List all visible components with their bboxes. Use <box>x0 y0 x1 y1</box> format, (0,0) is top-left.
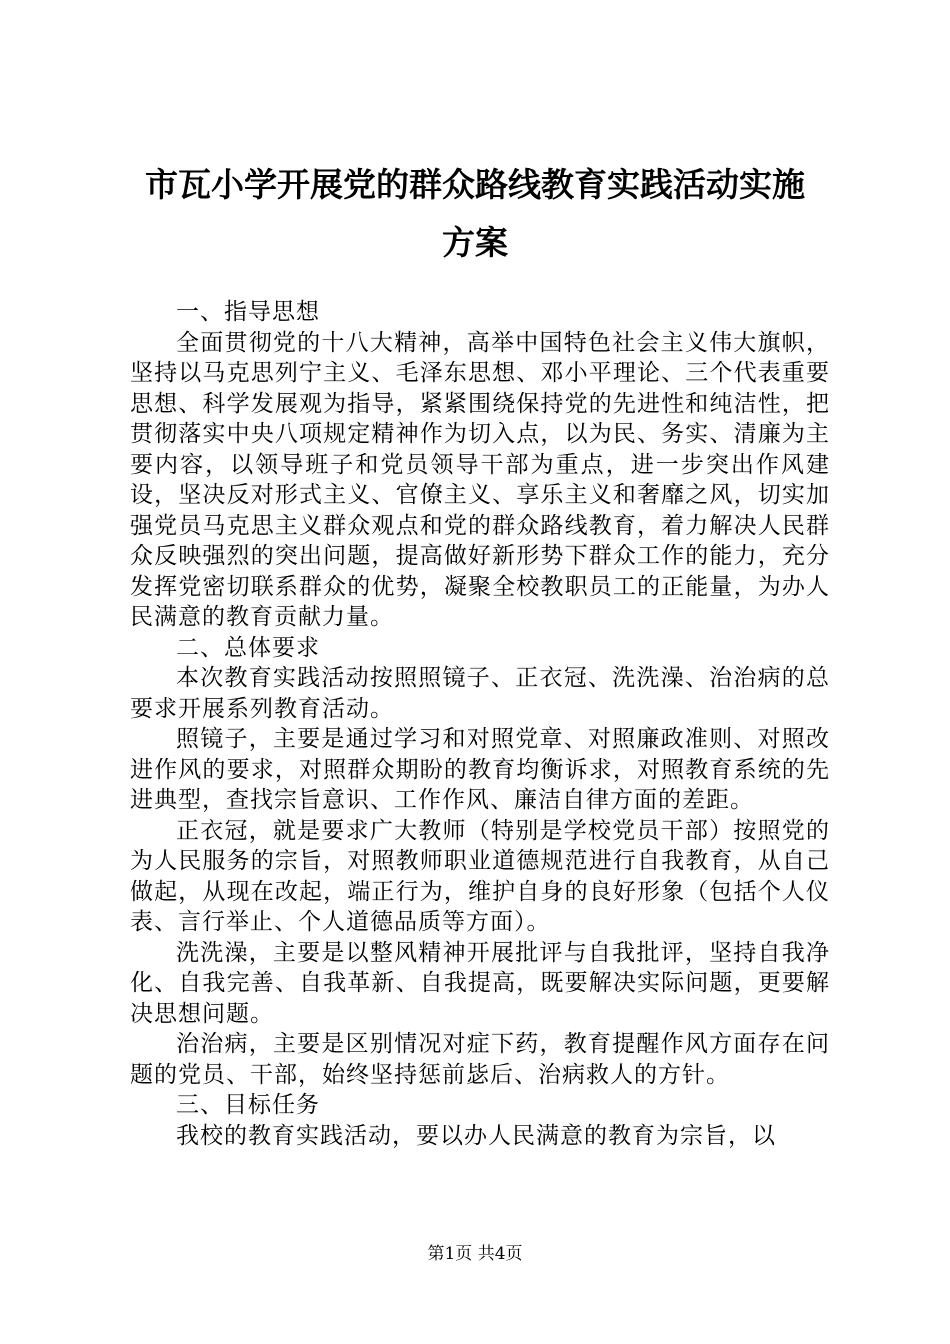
document-title-line-1: 市瓦小学开展党的群众路线教育实践活动实施 <box>145 165 805 204</box>
paragraph-straighten-clothes: 正衣冠，就是要求广大教师（特别是学校党员干部）按照党的为人民服务的宗旨，对照教师职业道德规范进行自我教育，从自己做起，从现在改起，端正行为，维护自身的良好形象（包括个人仪表、言行举止、个人道德品质等方面）。 <box>130 817 830 935</box>
document-body <box>130 297 830 1151</box>
section-heading-guiding-thought: 一、指导思想 <box>176 299 320 325</box>
section-heading-overall-requirements: 二、总体要求 <box>176 634 320 661</box>
paragraph-look-in-mirror: 照镜子，主要是通过学习和对照党章、对照廉政准则、对照改进作风的要求，对照群众期盼的教育均衡诉求，对照教育系统的先进典型，查找宗旨意识、工作作风、廉洁自律方面的差距。 <box>130 726 830 813</box>
paragraph-overall-requirements: 本次教育实践活动按照照镜子、正衣冠、洗洗澡、治治病的总要求开展系列教育活动。 <box>130 665 830 722</box>
paragraph-goals-tasks: 我校的教育实践活动，要以办人民满意的教育为宗旨，以 <box>176 1122 776 1149</box>
paragraph-guiding-thought: 全面贯彻党的十八大精神，高举中国特色社会主义伟大旗帜，坚持以马克思列宁主义、毛泽东思想、邓小平理论、三个代表重要思想、科学发展观为指导，紧紧围绕保持党的先进性和纯洁性，把贯彻落实中央八项规定精神作为切入点，以为民、务实、清廉为主要内容，以领导班子和党员领导干部为重点，进一步突出作风建设，坚决反对形式主义、官僚主义、享乐主义和奢靡之风，切实加强党员马克思主义群众观点和党的群众路线教育，着力解决人民群众反映强烈的突出问题，提高做好新形势下群众工作的能力，充分发挥党密切联系群众的优势，凝聚全校教职员工的正能量，为办人民满意的教育贡献力量。 <box>130 329 830 630</box>
section-heading-goals-tasks: 三、目标任务 <box>176 1092 320 1118</box>
paragraph-take-bath: 洗洗澡，主要是以整风精神开展批评与自我批评，坚持自我净化、自我完善、自我革新、自我提高，既要解决实际问题，更要解决思想问题。 <box>130 939 830 1027</box>
paragraph-treat-illness: 治治病，主要是区别情况对症下药，教育提醒作风方面存在问题的党员、干部，始终坚持惩前毖后、治病救人的方针。 <box>130 1031 830 1088</box>
page-number-footer: 第1页 共4页 <box>427 1244 523 1264</box>
document-title-line-2: 方案 <box>442 223 508 262</box>
